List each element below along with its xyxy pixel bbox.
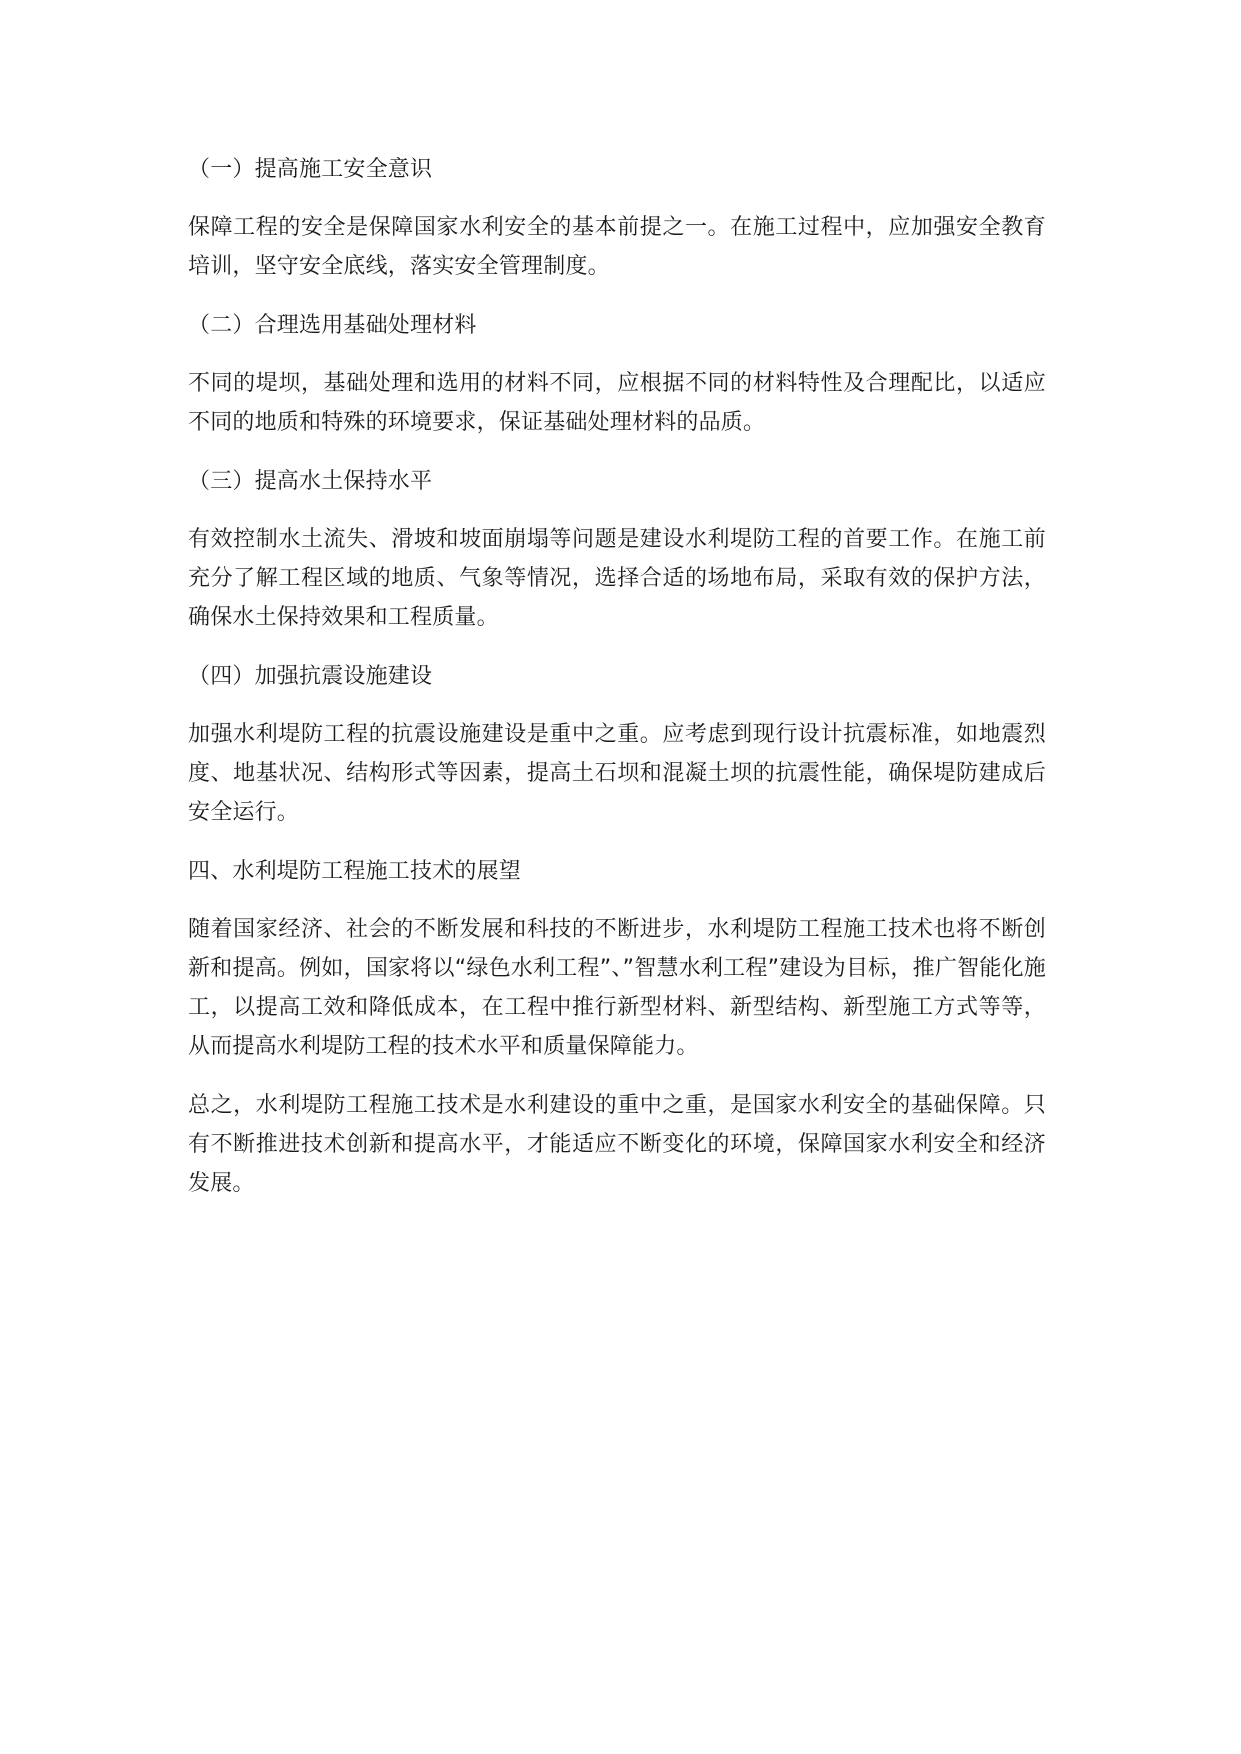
section-heading-safety-awareness: （一）提高施工安全意识 (188, 157, 433, 182)
document-page (188, 150, 1046, 1223)
section-heading-foundation-materials: （二）合理选用基础处理材料 (188, 313, 477, 338)
paragraph-outlook: 随着国家经济、社会的不断发展和科技的不断进步，水利堤防工程施工技术也将不断创新和提高。例如，国家将以“绿色水利工程”、”智慧水利工程”建设为目标，推广智能化施工，以提高工效和降低成本，在工程中推行新型材料、新型结构、新型施工方式等等，从而提高水利堤防工程的技术水平和质量保障能力。 (188, 917, 1046, 1059)
section-heading-soil-conservation: （三）提高水土保持水平 (188, 469, 433, 494)
section-heading-seismic-facilities: （四）加强抗震设施建设 (188, 664, 433, 689)
section-heading-outlook: 四、水利堤防工程施工技术的展望 (188, 859, 522, 884)
paragraph-safety-awareness: 保障工程的安全是保障国家水利安全的基本前提之一。在施工过程中，应加强安全教育培训，坚守安全底线，落实安全管理制度。 (188, 215, 1046, 279)
paragraph-foundation-materials: 不同的堤坝，基础处理和选用的材料不同，应根据不同的材料特性及合理配比，以适应不同的地质和特殊的环境要求，保证基础处理材料的品质。 (188, 371, 1046, 435)
paragraph-seismic-facilities: 加强水利堤防工程的抗震设施建设是重中之重。应考虑到现行设计抗震标准，如地震烈度、地基状况、结构形式等因素，提高土石坝和混凝土坝的抗震性能，确保堤防建成后安全运行。 (188, 722, 1046, 825)
paragraph-conclusion: 总之，水利堤防工程施工技术是水利建设的重中之重，是国家水利安全的基础保障。只有不断推进技术创新和提高水平，才能适应不断变化的环境，保障国家水利安全和经济发展。 (188, 1093, 1046, 1196)
paragraph-soil-conservation: 有效控制水土流失、滑坡和坡面崩塌等问题是建设水利堤防工程的首要工作。在施工前充分了解工程区域的地质、气象等情况，选择合适的场地布局，采取有效的保护方法，确保水土保持效果和工程质量。 (188, 527, 1046, 630)
